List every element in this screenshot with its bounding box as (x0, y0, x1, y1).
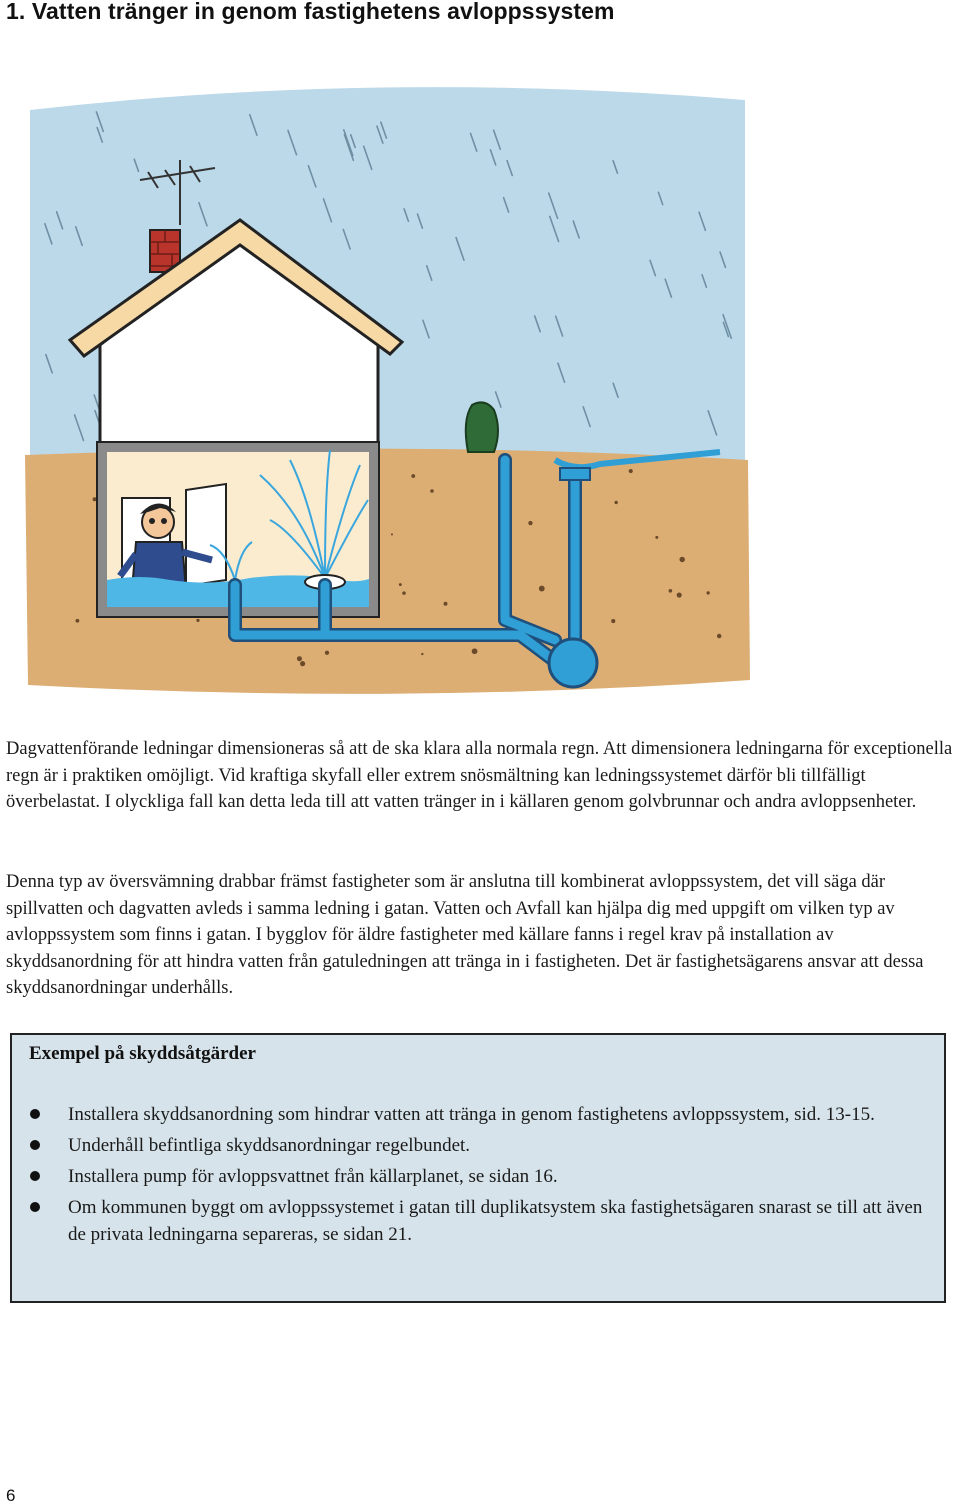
soil-speck (717, 634, 721, 638)
soil-speck (444, 602, 448, 606)
street-inlet (560, 468, 590, 480)
bullet-icon (30, 1109, 40, 1119)
soil-speck (679, 557, 684, 562)
soil-speck (655, 536, 658, 539)
soil-speck (411, 474, 415, 478)
list-item-text: Underhåll befintliga skyddsanordningar regelbundet. (68, 1135, 471, 1156)
soil-speck (629, 469, 633, 473)
page-number: 6 (6, 1486, 16, 1505)
list-item-text: Om kommunen byggt om avloppssystemet i gatan till duplikatsystem ska fastighetsägaren snarast se till att även de privata ledningarna separeras, se sidan 21. (68, 1197, 923, 1245)
soil-speck (677, 592, 682, 597)
soil-speck (611, 619, 615, 623)
paragraph-1: Dagvattenförande ledningar dimensioneras så att de ska klara alla normala regn. Att dimensionera ledningarna för exceptionella regn är i praktiken omöjligt. Vid kraftiga skyfall eller extrem snösmältning kan ledningssystemet därför bli tillfälligt överbelastat. I olyckliga fall kan detta leda till att vatten tränger in i källaren genom golvbrunnar och andra avloppsenheter. (6, 739, 953, 812)
soil-speck (399, 583, 402, 586)
soil-speck (391, 533, 393, 535)
list-item (12, 1132, 932, 1159)
bush (466, 402, 498, 452)
soil-speck (196, 619, 199, 622)
sewer-main (549, 639, 597, 687)
bullet-icon (30, 1202, 40, 1212)
box-title: Exempel på skyddsåtgärder (29, 1043, 256, 1064)
paragraph-2: Denna typ av översvämning drabbar främst fastigheter som är anslutna till kombinerat avloppssystem, det vill säga där spillvatten och dagvatten avleds i samma ledning i gatan. Vatten och Avfall kan hjälpa dig med uppgift om vilken typ av avloppssystem som finns i gatan. I bygglov för äldre fastigheter med källare fanns i regel krav på installation av skyddsanordning för att hindra vatten från gatuledningen att tränga in i fastigheten. Det är fastighetsägarens ansvar att dessa skyddsanordningar underhålls. (6, 872, 924, 998)
soil-speck (300, 661, 305, 666)
soil-speck (669, 589, 673, 593)
measures-list (12, 1101, 932, 1252)
list-item (12, 1194, 932, 1248)
soil-speck (472, 648, 478, 654)
soil-speck (402, 591, 406, 595)
soil-speck (706, 591, 709, 594)
bullet-icon (30, 1140, 40, 1150)
soil-speck (539, 586, 545, 592)
soil-speck (614, 501, 617, 504)
soil-speck (325, 651, 329, 655)
flooded-basement-illustration (0, 80, 760, 700)
list-item-text: Installera pump för avloppsvattnet från källarplanet, se sidan 16. (68, 1166, 558, 1187)
soil-speck (297, 656, 302, 661)
soil-speck (528, 521, 532, 525)
soil-speck (93, 497, 97, 501)
list-item (12, 1101, 932, 1128)
list-item-text: Installera skyddsanordning som hindrar vatten att tränga in genom fastighetens avloppssystem, sid. 13-15. (68, 1104, 875, 1125)
list-item (12, 1163, 932, 1190)
page-heading: 1. Vatten tränger in genom fastighetens avloppssystem (6, 0, 615, 24)
soil-speck (75, 619, 79, 623)
bullet-icon (30, 1171, 40, 1181)
soil-speck (421, 653, 423, 655)
protective-measures-box (10, 1033, 946, 1303)
soil-speck (430, 489, 434, 493)
